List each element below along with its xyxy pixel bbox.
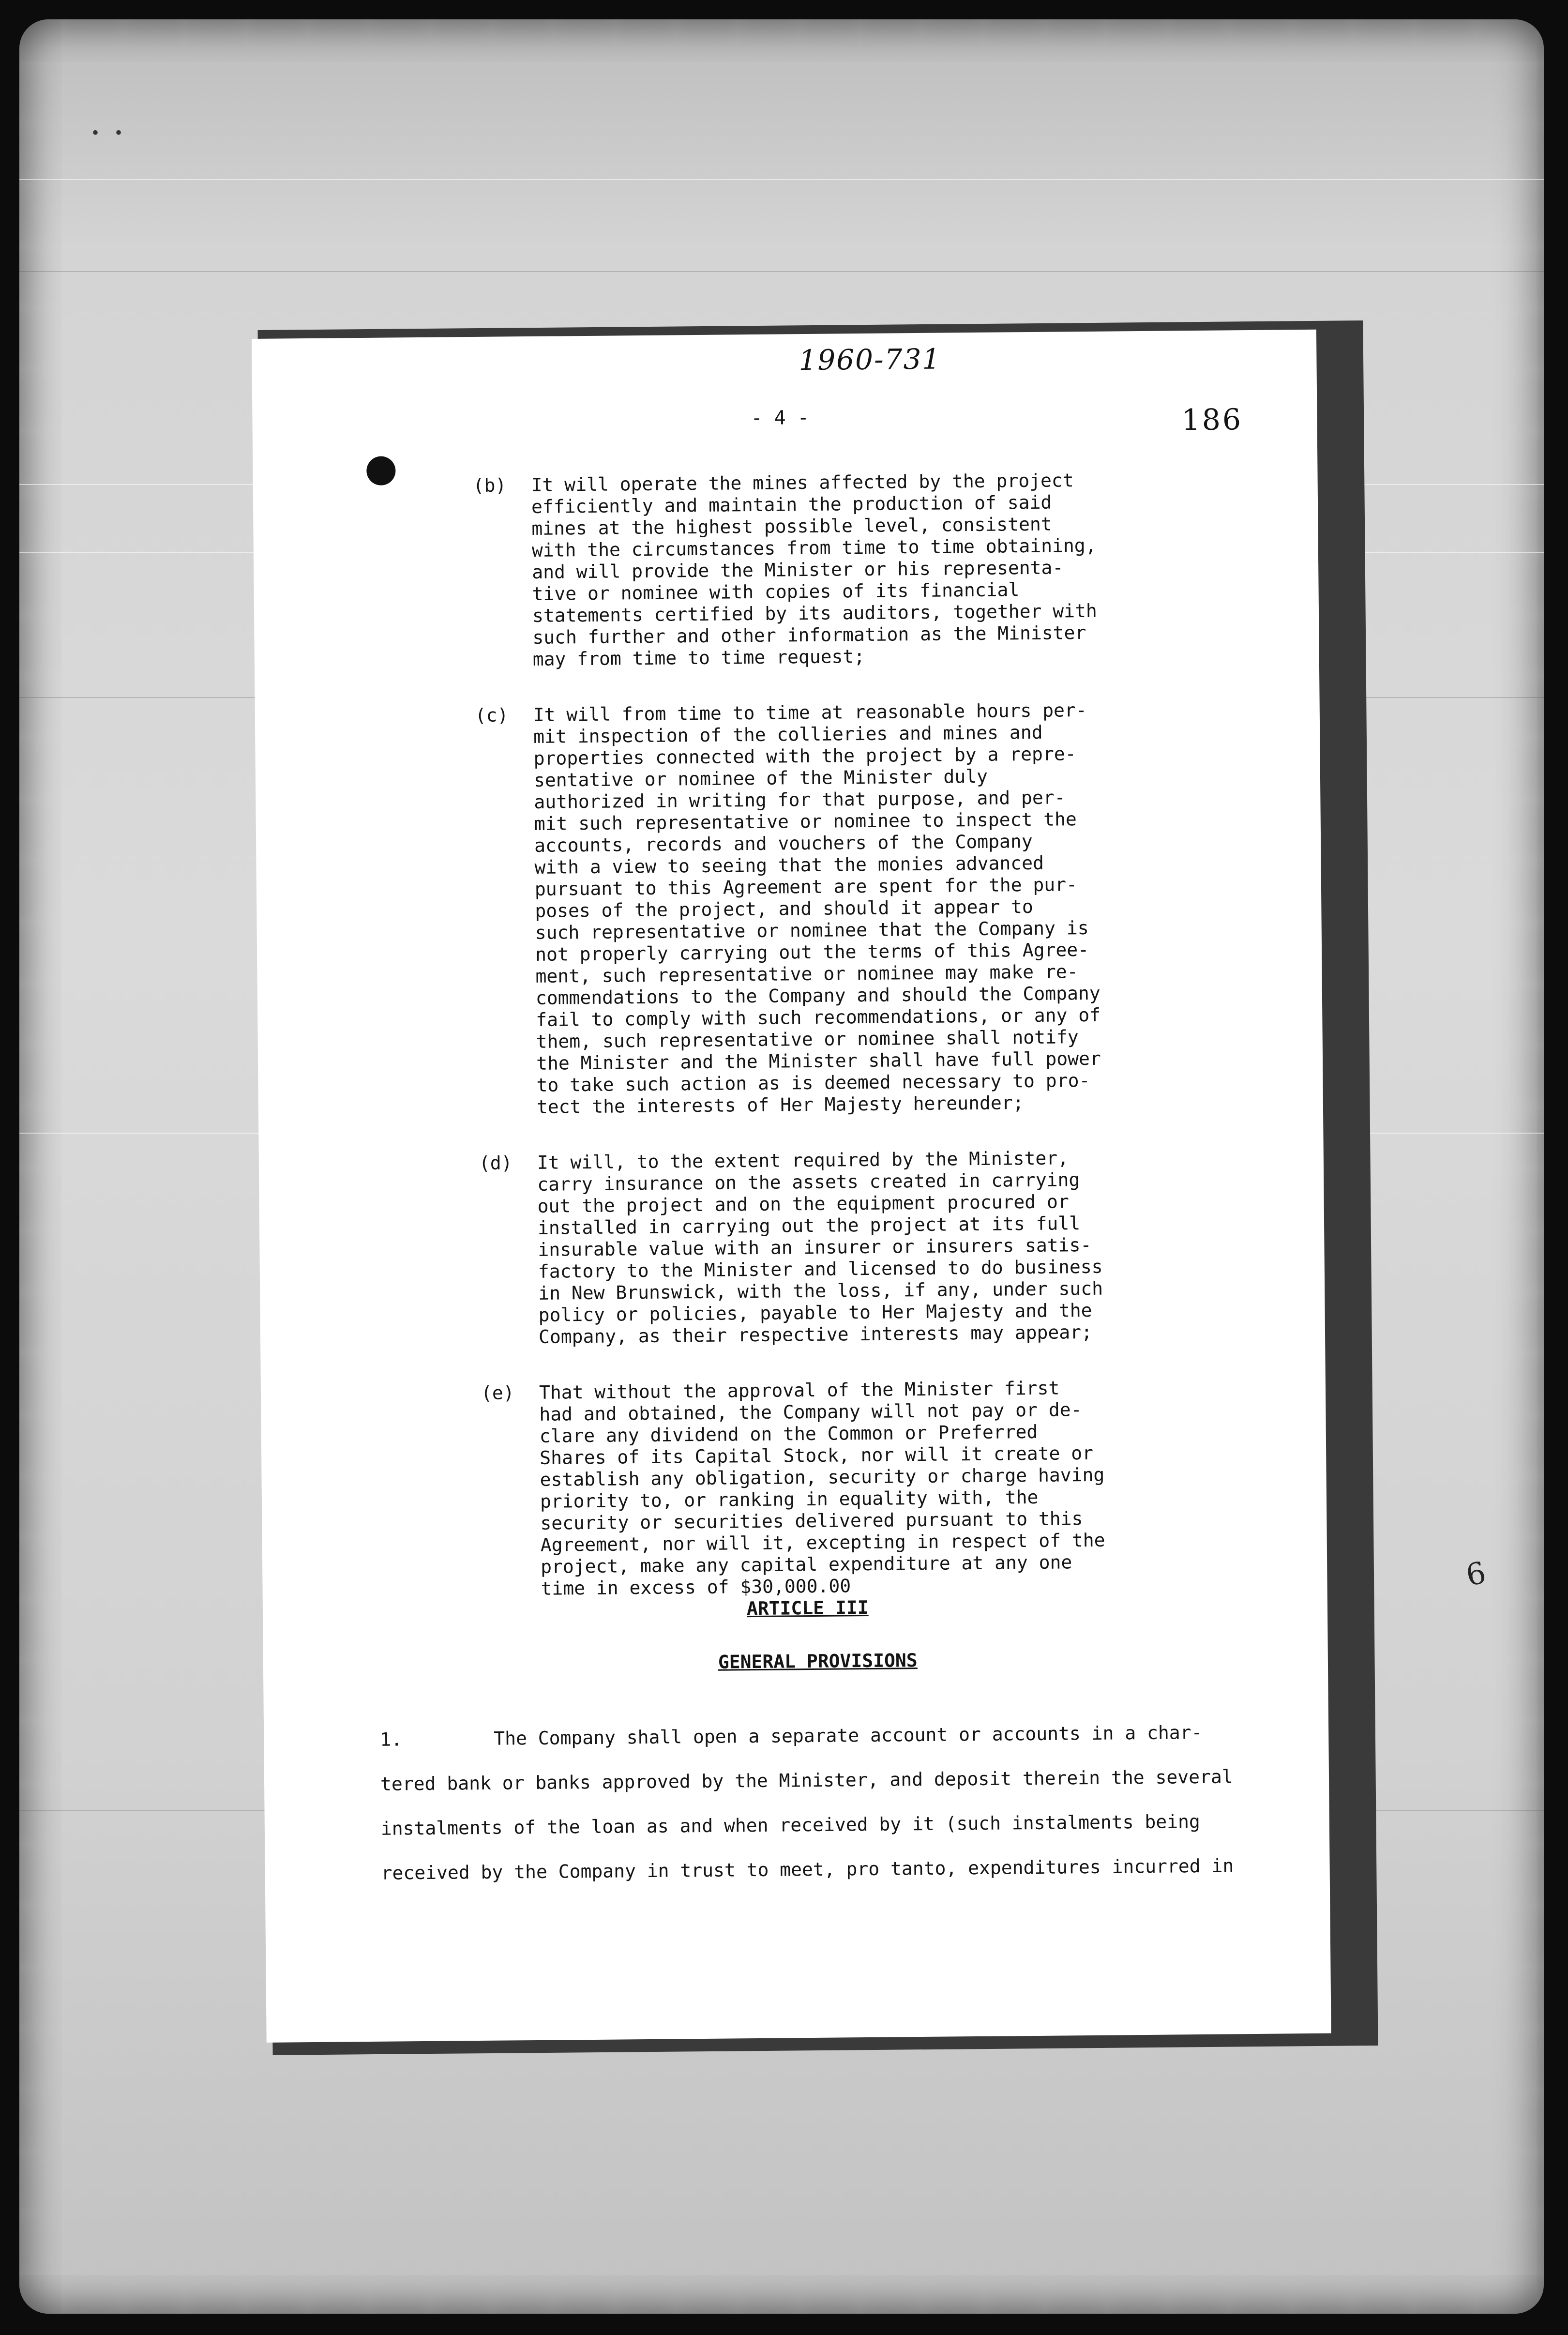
clause-line: insurable value with an insurer or insurers satis- — [538, 1234, 1092, 1260]
clause-line: That without the approval of the Minister first — [539, 1377, 1060, 1403]
clause-line: in New Brunswick, with the loss, if any, under such — [538, 1277, 1103, 1304]
clause-label: (e) — [481, 1382, 514, 1404]
clause-line: mines at the highest possible level, consistent — [531, 513, 1052, 539]
article-heading: ARTICLE III — [746, 1596, 869, 1620]
clause-line: security or securities delivered pursuant to this — [540, 1508, 1083, 1534]
clause-line: authorized in writing for that purpose, and per- — [534, 787, 1066, 813]
handwritten-margin-mark: 6 — [1462, 1554, 1489, 1593]
scan-speck-marks: • • — [92, 121, 128, 143]
clause-line: commendations to the Company and should the Company — [535, 982, 1101, 1009]
clause-line: mit inspection of the collieries and mines and — [533, 721, 1043, 747]
clause-line: properties connected with the project by a repre- — [533, 743, 1076, 769]
clause-line: with the circumstances from time to time obtaining, — [531, 534, 1097, 561]
clause-line: carry insurance on the assets created in carrying — [537, 1169, 1080, 1195]
clause-line: had and obtained, the Company will not pay or de- — [539, 1399, 1082, 1425]
clause-d — [479, 1147, 1158, 1349]
clause-line: accounts, records and vouchers of the Company — [534, 830, 1033, 856]
article-subheading: GENERAL PROVISIONS — [718, 1650, 918, 1673]
clause-label: (c) — [475, 704, 509, 726]
paragraph-line: tered bank or banks approved by the Minister, and deposit therein the several — [380, 1766, 1233, 1795]
clause-line: statements certified by its auditors, together with — [532, 600, 1097, 626]
paragraph-line: The Company shall open a separate account or accounts in a char- — [494, 1721, 1203, 1749]
clause-line: such further and other information as the Minister — [532, 622, 1086, 648]
paragraph-line: instalments of the loan as and when received by it (such instalments being — [380, 1811, 1200, 1839]
clause-label: (d) — [479, 1152, 513, 1174]
clause-line: Company, as their respective interests may appear; — [538, 1321, 1093, 1348]
clause-body — [533, 699, 1156, 1118]
clause-line: efficiently and maintain the production of said — [531, 491, 1052, 517]
clause-line: and will provide the Minister or his representa- — [532, 557, 1064, 583]
clause-list — [473, 469, 1161, 1634]
paragraph-number: 1. — [380, 1729, 403, 1750]
clause-body — [539, 1377, 1161, 1600]
clause-body — [537, 1147, 1158, 1348]
clause-c — [475, 699, 1156, 1119]
paragraph-1 — [380, 1709, 1325, 1895]
clause-line: out the project and on the equipment procured or — [537, 1191, 1069, 1217]
clause-line: It will from time to time at reasonable hours per- — [533, 699, 1087, 726]
clause-line: policy or policies, payable to Her Majesty and the — [538, 1299, 1092, 1326]
clause-label: (b) — [473, 474, 507, 497]
clause-line: project, make any capital expenditure at any one — [540, 1551, 1072, 1577]
clause-line: to take such action as is deemed necessary to pro- — [536, 1069, 1090, 1096]
clause-line: with a view to seeing that the monies advanced — [534, 852, 1044, 878]
punch-hole — [366, 456, 396, 485]
clause-line: sentative or nominee of the Minister duly — [533, 765, 988, 791]
clause-line: may from time to time request; — [532, 645, 865, 670]
clause-body — [531, 469, 1152, 670]
paragraph-first-line — [380, 1709, 1324, 1762]
clause-line: priority to, or ranking in equality with, the — [540, 1486, 1039, 1512]
clause-line: time in excess of $30,000.00 — [541, 1575, 851, 1599]
clause-line: ment, such representative or nominee may make re- — [535, 961, 1078, 987]
scan-streak — [19, 271, 1544, 272]
clause-line: tive or nominee with copies of its financial — [532, 579, 1020, 605]
clause-line: tect the interests of Her Majesty hereunder; — [536, 1092, 1024, 1118]
clause-line: such representative or nominee that the Company is — [535, 917, 1089, 943]
document-page — [252, 330, 1331, 2043]
clause-line: installed in carrying out the project at its full — [537, 1213, 1081, 1239]
clause-line: them, such representative or nominee shall notify — [536, 1026, 1079, 1052]
page-number: - 4 - — [751, 406, 810, 430]
clause-b — [473, 469, 1152, 671]
clause-line: clare any dividend on the Common or Preferred — [539, 1421, 1038, 1447]
clause-line: It will operate the mines affected by the project — [531, 470, 1074, 496]
clause-line: the Minister and the Minister shall have full power — [536, 1047, 1101, 1074]
clause-line: establish any obligation, security or charge having — [540, 1464, 1105, 1490]
clause-line: factory to the Minister and licensed to do business — [538, 1256, 1103, 1282]
folio-number: 186 — [1181, 403, 1243, 438]
clause-line: fail to comply with such recommendations, or any of — [536, 1004, 1101, 1031]
paragraph-line: received by the Company in trust to meet, pro tanto, expenditures incurred in — [381, 1855, 1234, 1884]
clause-line: poses of the project, and should it appear to — [535, 895, 1034, 922]
clause-line: Agreement, nor will it, excepting in respect of the — [540, 1529, 1105, 1556]
clause-line: pursuant to this Agreement are spent for the pur- — [534, 874, 1078, 900]
handwritten-reference: 1960-731 — [799, 342, 941, 377]
clause-line: Shares of its Capital Stock, nor will it create or — [540, 1442, 1094, 1469]
scan-streak — [19, 179, 1544, 180]
clause-e — [481, 1377, 1161, 1600]
clause-line: not properly carrying out the terms of this Agree- — [535, 939, 1089, 965]
clause-line: It will, to the extent required by the Minister, — [537, 1147, 1069, 1173]
clause-line: mit such representative or nominee to inspect the — [534, 808, 1077, 834]
